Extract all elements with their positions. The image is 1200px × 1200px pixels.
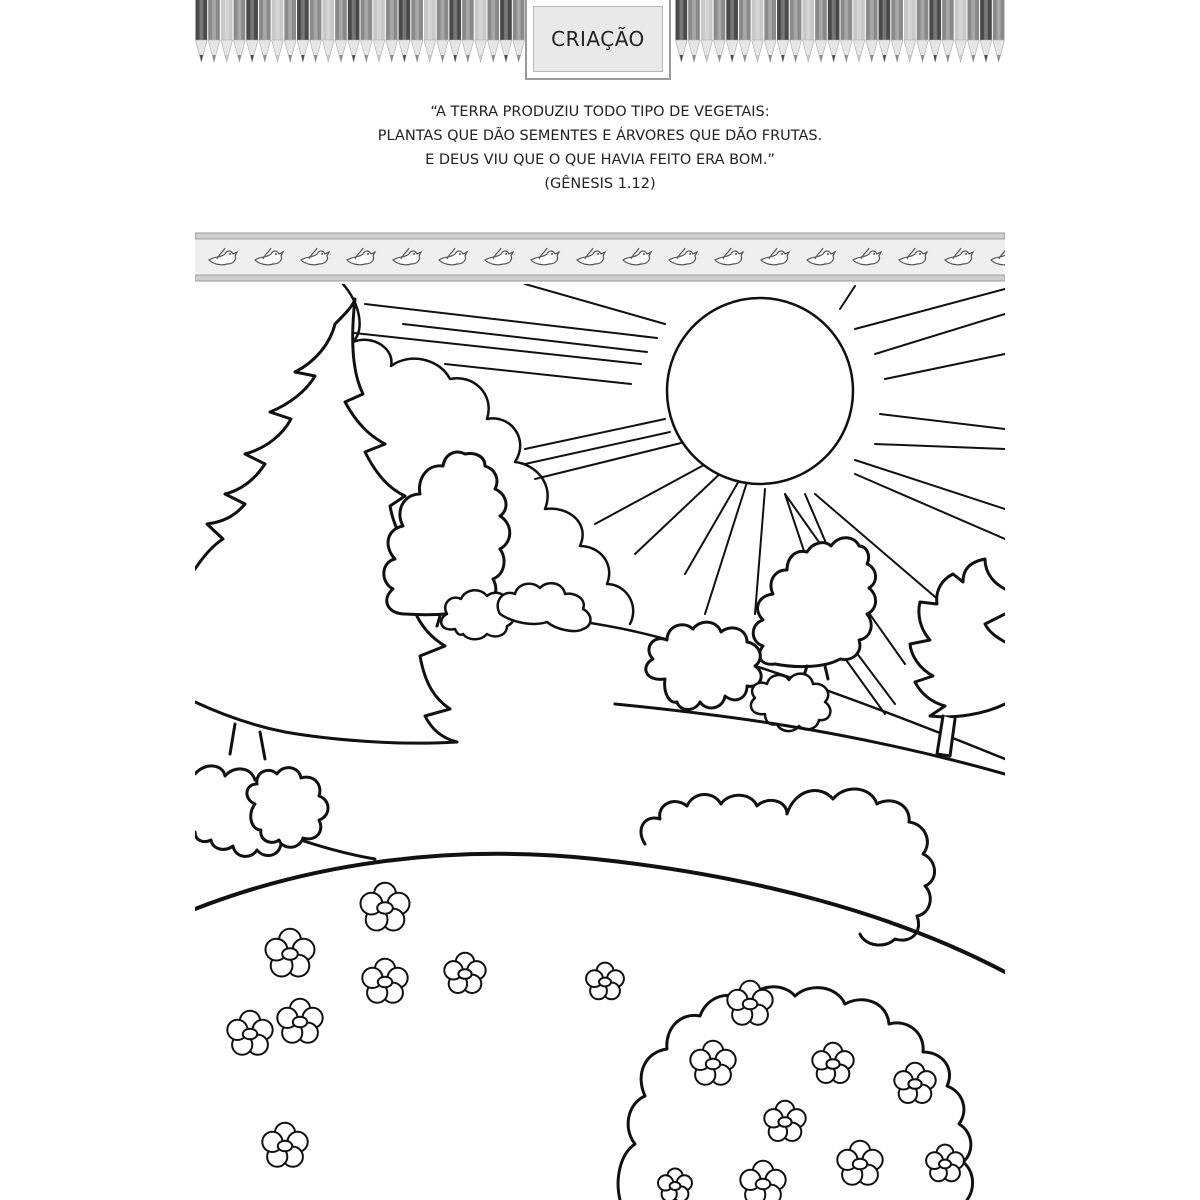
pencil-icon [437, 0, 449, 62]
pine-tree-right [910, 559, 1005, 717]
pencil-icon [361, 0, 373, 62]
pencil-icon [322, 0, 334, 62]
title-plate [533, 6, 663, 72]
pencil-icon [841, 0, 853, 62]
pencil-icon [487, 0, 499, 62]
flower-icon [227, 1011, 272, 1055]
pencil-icon [500, 0, 512, 62]
flower-icon [586, 963, 624, 1000]
pencil-icon [411, 0, 423, 62]
pencil-icon [701, 0, 713, 62]
bush-middle-right [646, 622, 761, 709]
pencil-icon [993, 0, 1005, 62]
flower-icon [361, 883, 410, 931]
pencil-icon [739, 0, 751, 62]
pencil-border-left [195, 0, 525, 66]
pencil-icon [879, 0, 891, 62]
title-box [525, 0, 671, 80]
pencil-icon [917, 0, 929, 62]
pencil-icon [373, 0, 385, 62]
pencil-icon [853, 0, 865, 62]
pencil-icon [196, 0, 208, 62]
pencil-icon [424, 0, 436, 62]
pencil-icon [234, 0, 246, 62]
flower-icon [444, 953, 485, 993]
pencil-icon [828, 0, 840, 62]
verse-line-3: E DEUS VIU QUE O QUE HAVIA FEITO ERA BOM.” [425, 152, 775, 168]
pencil-icon [462, 0, 474, 62]
pencil-icon [891, 0, 903, 62]
pencil-icon [272, 0, 284, 62]
verse-reference: (GÊNESIS 1.12) [544, 176, 656, 192]
pencil-icon [221, 0, 233, 62]
pencil-icon [942, 0, 954, 62]
flower-icon [262, 1123, 307, 1167]
pencil-icon [259, 0, 271, 62]
pencil-icon [297, 0, 309, 62]
flower-icon [266, 929, 315, 977]
pencil-icon [688, 0, 700, 62]
pencil-icon [815, 0, 827, 62]
bible-verse [195, 100, 1005, 196]
landscape-drawing [195, 284, 1005, 1200]
pencil-icon [284, 0, 296, 62]
pencil-icon [246, 0, 258, 62]
pencil-icon [904, 0, 916, 62]
pencil-icon [676, 0, 688, 62]
pencil-icon [967, 0, 979, 62]
verse-line-2: PLANTAS QUE DÃO SEMENTES E ÁRVORES QUE DÃO FRUTAS. [377, 128, 823, 144]
bird-border-band [195, 232, 1005, 284]
pencil-icon [726, 0, 738, 62]
pencil-icon [208, 0, 220, 62]
pencil-icon [790, 0, 802, 62]
sun-icon [667, 298, 853, 484]
round-tree-right [753, 538, 875, 667]
pencil-icon [955, 0, 967, 62]
pencil-icon [475, 0, 487, 62]
pine-trunk-right [937, 716, 955, 756]
pencil-icon [310, 0, 322, 62]
pencil-icon [866, 0, 878, 62]
flower-icon [277, 999, 322, 1043]
coloring-page [195, 0, 1005, 1200]
pencil-icon [980, 0, 992, 62]
pencil-icon [929, 0, 941, 62]
round-tree-middle [384, 452, 510, 615]
pencil-icon [764, 0, 776, 62]
pencil-icon [348, 0, 360, 62]
pencil-icon [399, 0, 411, 62]
pine-trunk-left [230, 724, 265, 759]
pencil-border-right [675, 0, 1005, 66]
pencil-icon [802, 0, 814, 62]
pencil-icon [513, 0, 525, 62]
pencil-icon [714, 0, 726, 62]
pencil-icon [449, 0, 461, 62]
page-title: CRIAÇÃO [551, 27, 645, 51]
pencil-icon [335, 0, 347, 62]
verse-line-1: “A TERRA PRODUZIU TODO TIPO DE VEGETAIS: [430, 104, 770, 120]
pencil-icon [386, 0, 398, 62]
pencil-icon [777, 0, 789, 62]
flower-icon [362, 959, 407, 1003]
pencil-icon [752, 0, 764, 62]
